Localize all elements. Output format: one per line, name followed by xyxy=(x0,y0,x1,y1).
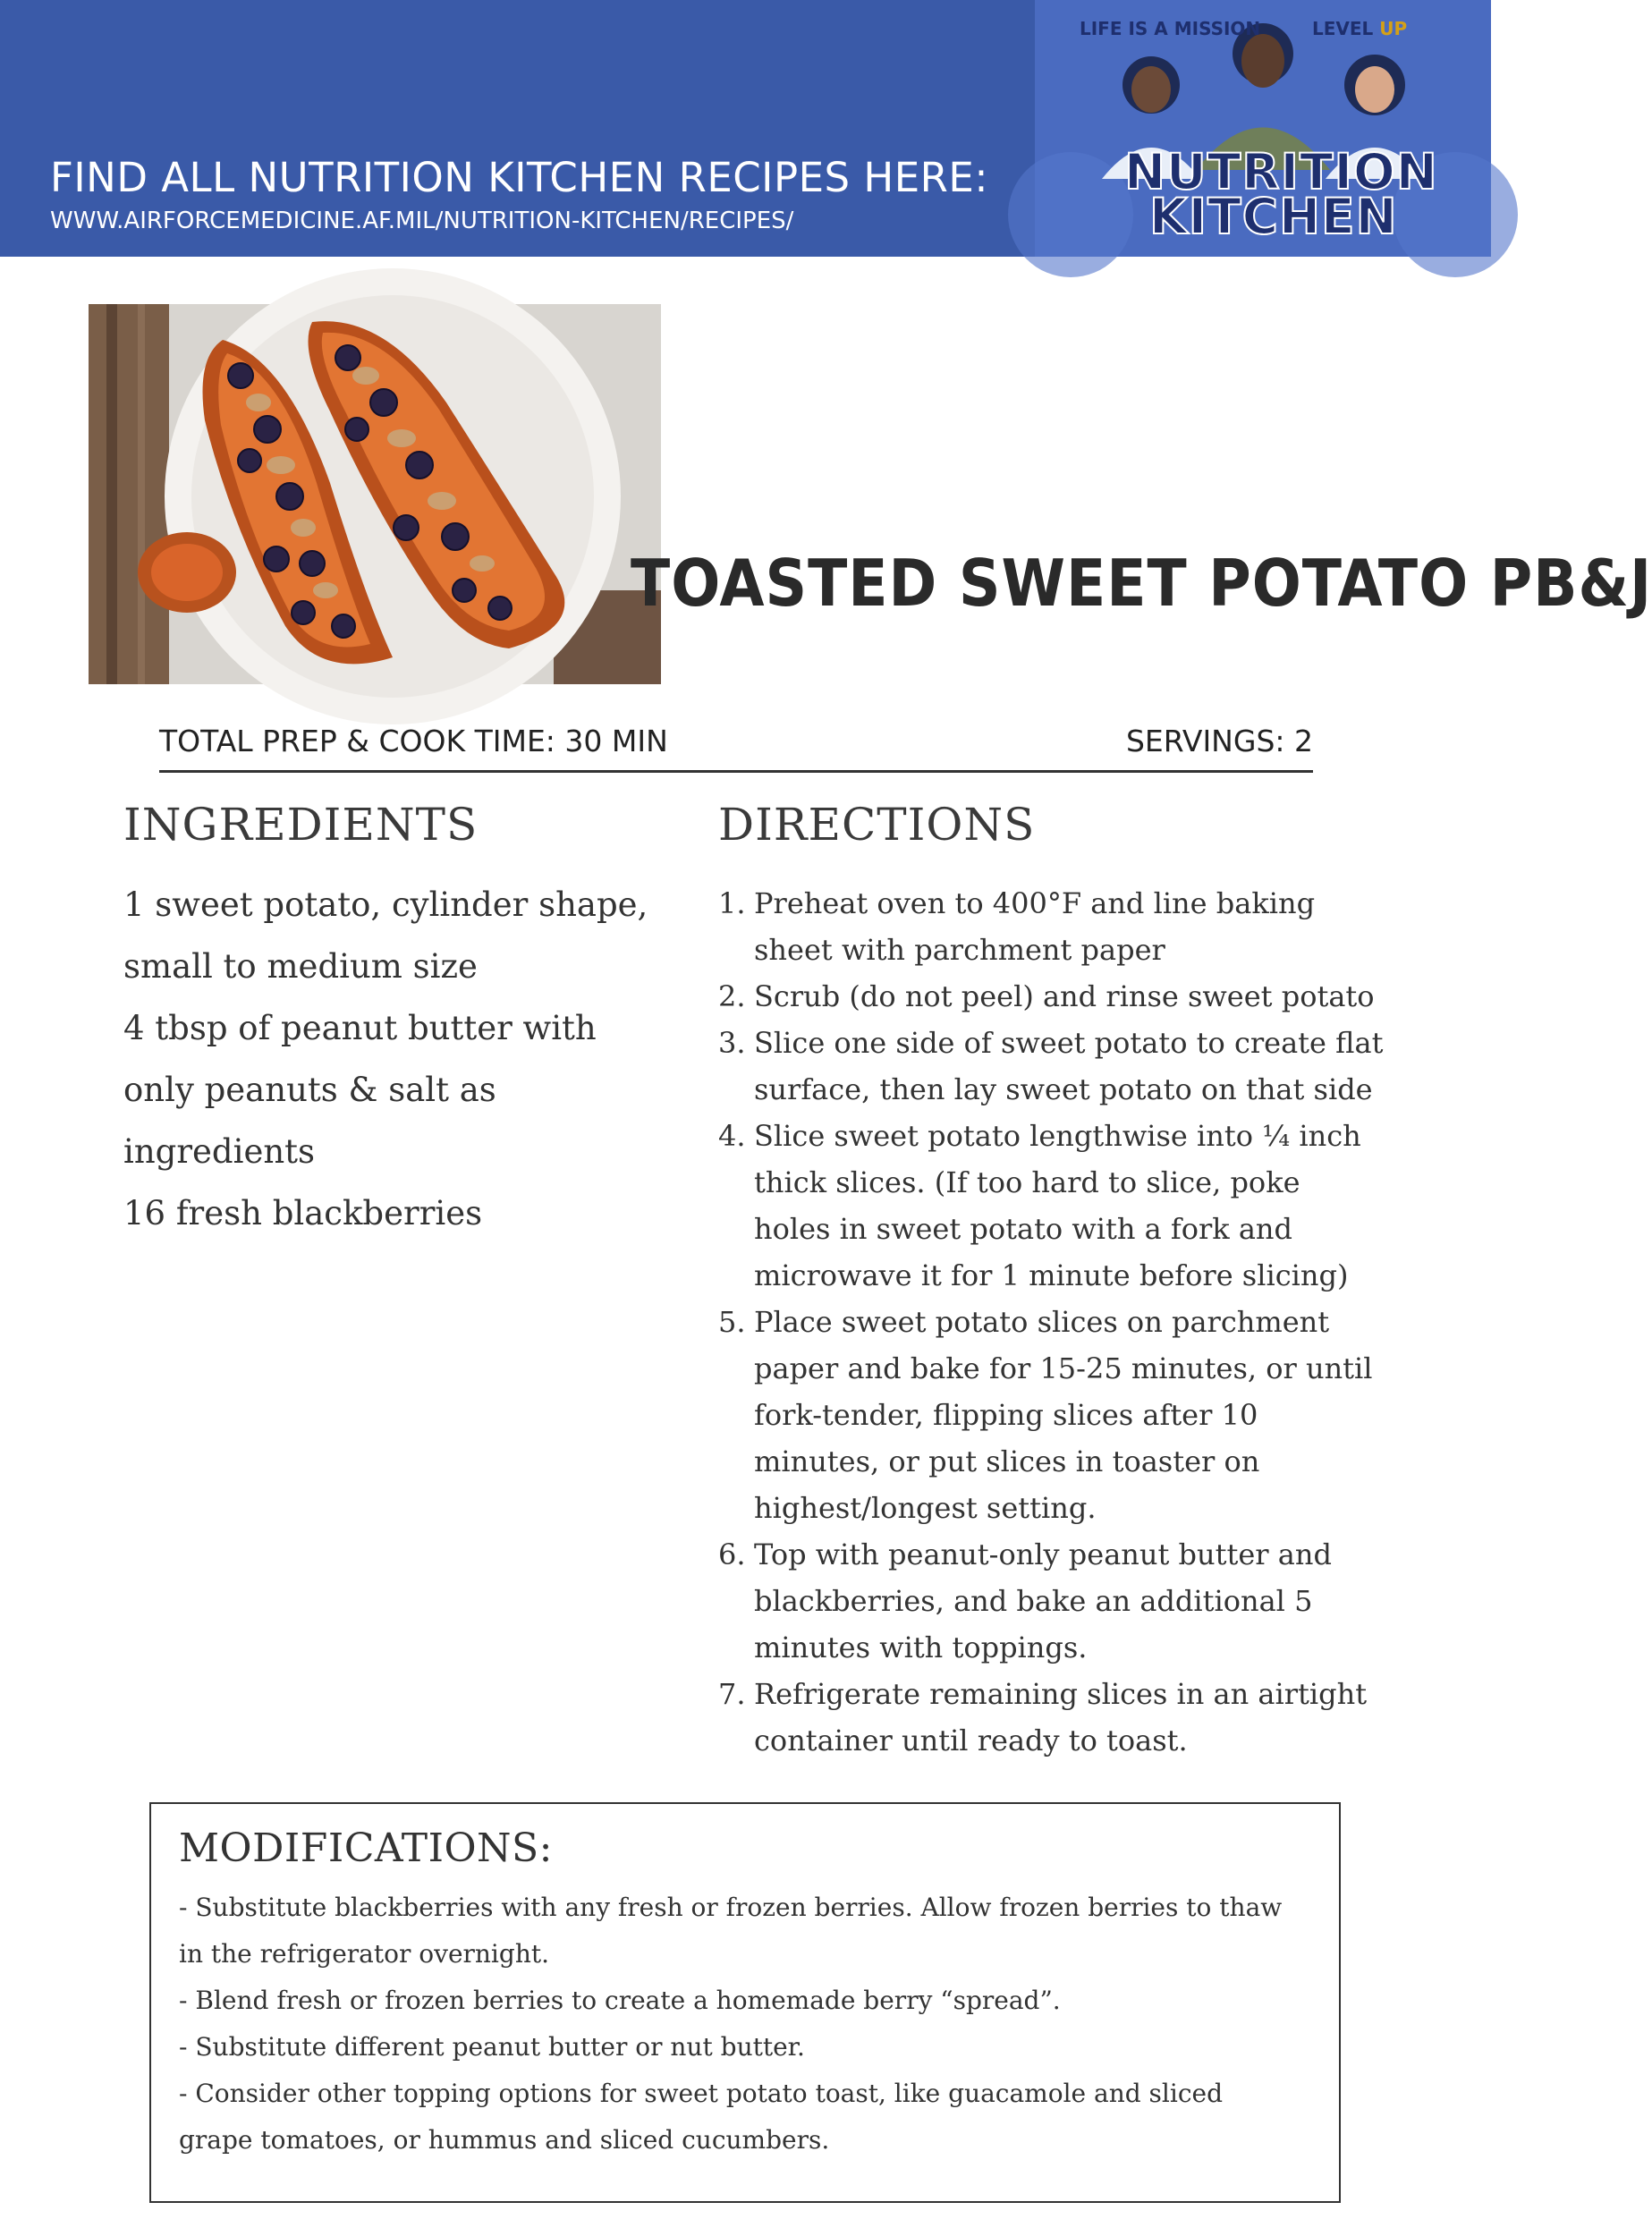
direction-step xyxy=(718,1299,1385,1531)
sweet-potato-toast-image xyxy=(89,304,661,684)
ingredients-heading: INGREDIENTS xyxy=(123,799,479,851)
step-text: Preheat oven to 400°F and line baking sheet with parchment paper xyxy=(754,886,1316,967)
recipe-photo xyxy=(89,304,661,684)
logo-word-kitchen: KITCHEN xyxy=(1149,188,1398,245)
step-text: Top with peanut-only peanut butter and blackberries, and bake an additional 5 minutes with toppings. xyxy=(754,1537,1332,1664)
direction-step xyxy=(718,880,1385,973)
modification-item: - Consider other topping options for sweet potato toast, like guacamole and sliced grape tomatoes, or hummus and sliced cucumbers. xyxy=(179,2079,1224,2155)
modification-item: - Blend fresh or frozen berries to create a homemade berry “spread”. xyxy=(179,1986,1061,2015)
step-number: 1. xyxy=(718,886,746,920)
step-number: 5. xyxy=(718,1305,746,1339)
modifications-box xyxy=(149,1802,1341,2203)
ingredient-item: 16 fresh blackberries xyxy=(123,1194,483,1232)
step-text: Slice one side of sweet potato to create flat surface, then lay sweet potato on that side xyxy=(754,1026,1384,1106)
step-text: Slice sweet potato lengthwise into ¼ inch thick slices. (If too hard to slice, poke holes in sweet potato with a fork and microwave it for 1 minute before slicing) xyxy=(754,1119,1361,1292)
direction-step xyxy=(718,1020,1385,1113)
step-text: Scrub (do not peel) and rinse sweet potato xyxy=(754,979,1375,1013)
directions-list xyxy=(718,880,1385,1764)
logo-tagline-right: LEVEL UP xyxy=(1312,18,1408,39)
prep-time: TOTAL PREP & COOK TIME: 30 MIN xyxy=(159,724,668,758)
recipe-title: TOASTED SWEET POTATO PB&J xyxy=(631,546,1652,621)
direction-step xyxy=(718,973,1385,1020)
step-number: 2. xyxy=(718,979,746,1013)
step-text: Refrigerate remaining slices in an airtight container until ready to toast. xyxy=(754,1677,1368,1757)
logo-tagline-left: LIFE IS A MISSION xyxy=(1080,18,1261,39)
servings: SERVINGS: 2 xyxy=(1125,724,1313,758)
step-text: Place sweet potato slices on parchment paper and bake for 15-25 minutes, or until fork-tender, flipping slices after 10 minutes, or put slices in toaster on highest/longest setting. xyxy=(754,1305,1373,1525)
modifications-heading: MODIFICATIONS: xyxy=(179,1825,553,1871)
recipe-meta-row xyxy=(159,720,1313,773)
nutrition-kitchen-logo xyxy=(1035,0,1491,257)
ingredient-item: 4 tbsp of peanut butter with only peanuts & salt as ingredients xyxy=(123,1009,597,1171)
step-number: 4. xyxy=(718,1119,746,1153)
logo-tagline-accent: UP xyxy=(1379,18,1408,39)
direction-step xyxy=(718,1671,1385,1764)
logo-word-nutrition: NUTRITION xyxy=(1124,143,1438,200)
header-banner xyxy=(0,0,1491,257)
modification-item: - Substitute blackberries with any fresh or frozen berries. Allow frozen berries to thaw in the refrigerator overnight. xyxy=(179,1893,1283,1969)
direction-step xyxy=(718,1531,1385,1671)
modification-item: - Substitute different peanut butter or nut butter. xyxy=(179,2032,805,2062)
modifications-list xyxy=(179,1885,1297,2164)
step-number: 3. xyxy=(718,1026,746,1060)
ingredient-item: 1 sweet potato, cylinder shape, small to medium size xyxy=(123,885,648,986)
direction-step xyxy=(718,1113,1385,1299)
step-number: 6. xyxy=(718,1537,746,1571)
directions-heading: DIRECTIONS xyxy=(718,799,1036,851)
banner-title: FIND ALL NUTRITION KITCHEN RECIPES HERE: xyxy=(50,154,989,201)
step-number: 7. xyxy=(718,1677,746,1711)
ingredients-list xyxy=(123,874,651,1244)
recipes-url-link[interactable]: WWW.AIRFORCEMEDICINE.AF.MIL/NUTRITION-KITCHEN/RECIPES/ xyxy=(50,208,794,234)
